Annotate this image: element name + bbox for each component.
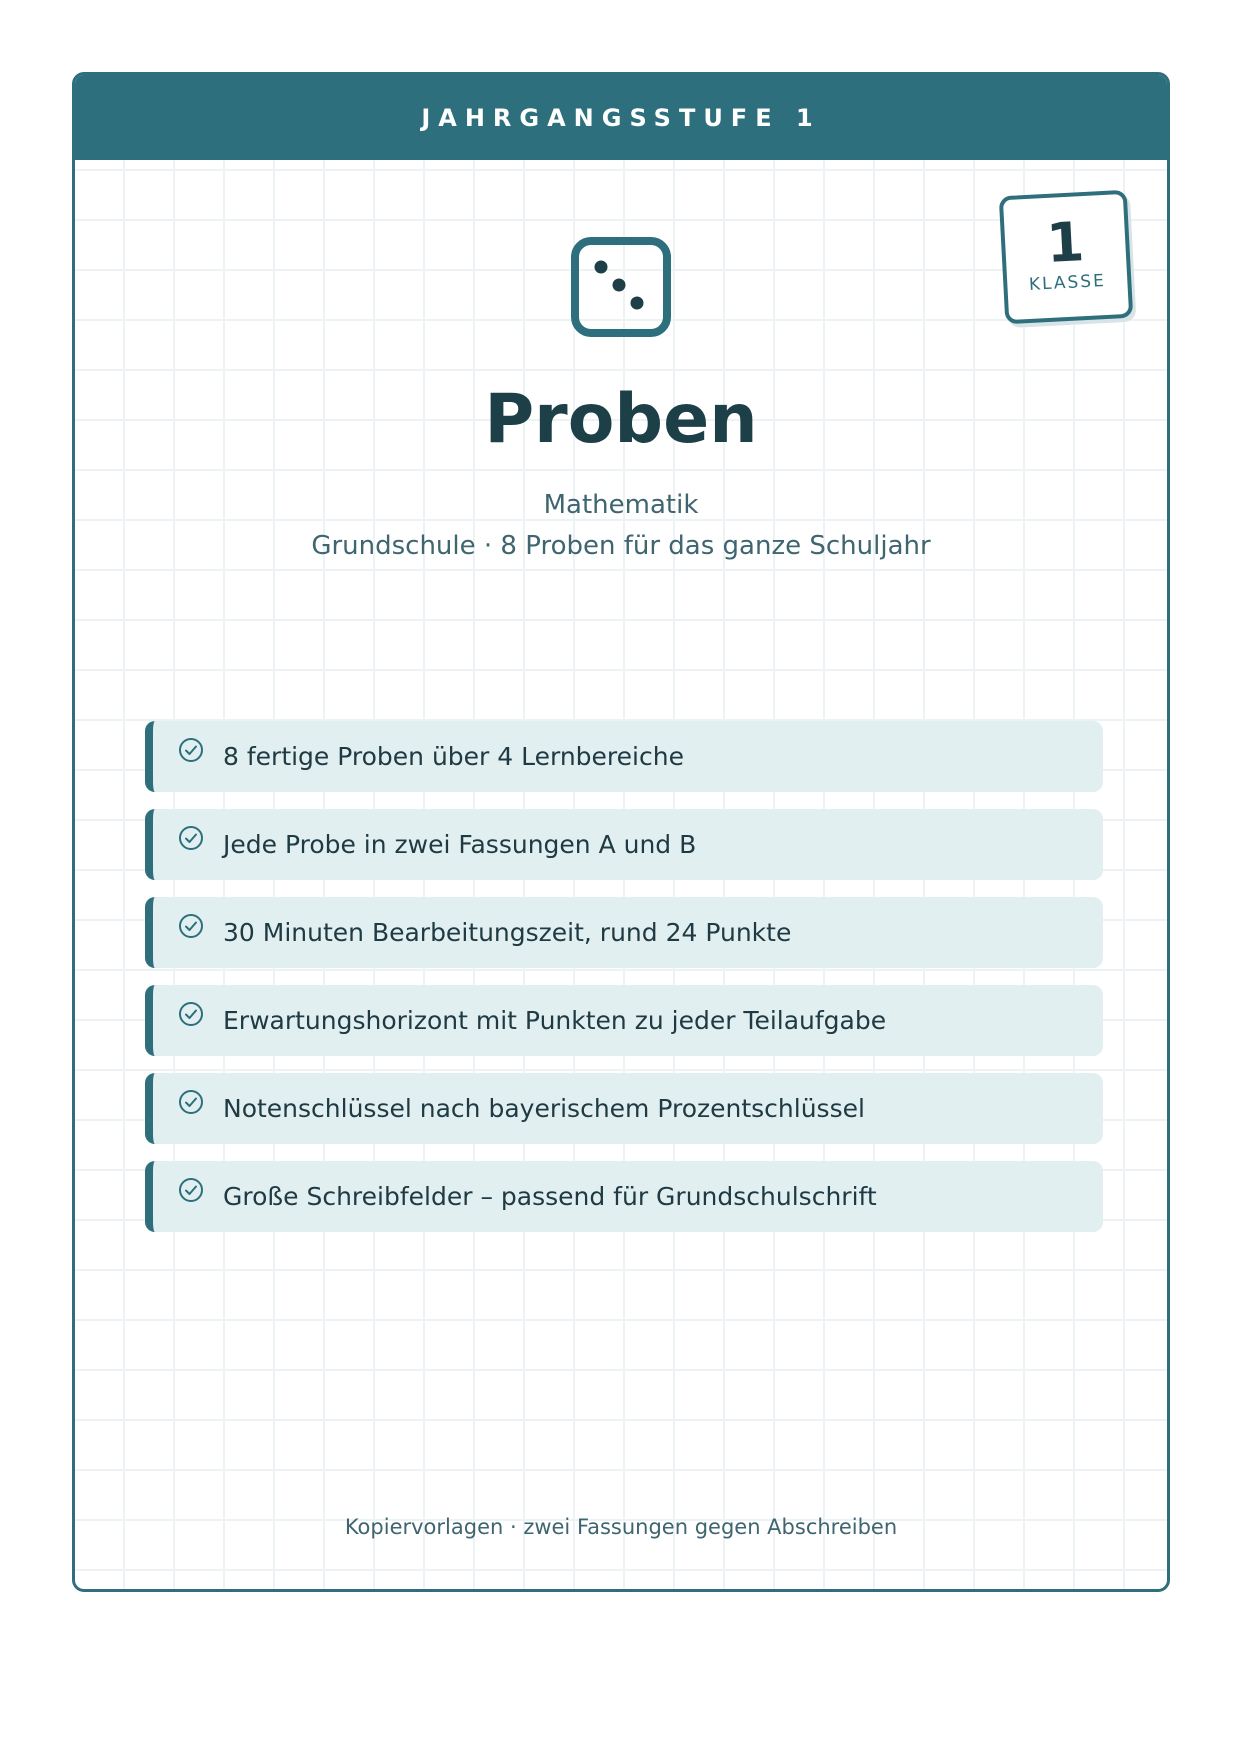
cover-card bbox=[72, 72, 1170, 1592]
feature-text: Große Schreibfelder – passend für Grundschulschrift bbox=[223, 1182, 877, 1211]
feature-text: Notenschlüssel nach bayerischem Prozentschlüssel bbox=[223, 1094, 865, 1123]
feature-text: 8 fertige Proben über 4 Lernbereiche bbox=[223, 742, 684, 771]
description-line: Grundschule · 8 Proben für das ganze Schuljahr bbox=[311, 531, 931, 561]
feature-item bbox=[145, 1073, 1103, 1144]
feature-item bbox=[145, 809, 1103, 880]
feature-list bbox=[145, 721, 1103, 1249]
feature-text: 30 Minuten Bearbeitungszeit, rund 24 Punkte bbox=[223, 918, 792, 947]
feature-item bbox=[145, 985, 1103, 1056]
feature-text: Jede Probe in zwei Fassungen A und B bbox=[223, 830, 697, 859]
check-circle-icon bbox=[178, 825, 204, 851]
dice-three-icon bbox=[569, 235, 673, 339]
feature-item bbox=[145, 721, 1103, 792]
page-title: Proben bbox=[484, 380, 758, 459]
check-circle-icon bbox=[178, 913, 204, 939]
check-circle-icon bbox=[178, 1177, 204, 1203]
check-circle-icon bbox=[178, 737, 204, 763]
check-circle-icon bbox=[178, 1089, 204, 1115]
grade-badge-number: 1 bbox=[1044, 210, 1086, 275]
feature-item bbox=[145, 1161, 1103, 1232]
grade-banner: JAHRGANGSSTUFE 1 bbox=[75, 75, 1167, 160]
feature-text: Erwartungshorizont mit Punkten zu jeder Teilaufgabe bbox=[223, 1006, 887, 1035]
grade-badge bbox=[999, 190, 1134, 325]
subject-line: Mathematik bbox=[543, 490, 699, 520]
feature-item bbox=[145, 897, 1103, 968]
check-circle-icon bbox=[178, 1001, 204, 1027]
footer-note: Kopiervorlagen · zwei Fassungen gegen Abschreiben bbox=[344, 1515, 898, 1539]
grade-badge-label: KLASSE bbox=[1028, 270, 1107, 295]
